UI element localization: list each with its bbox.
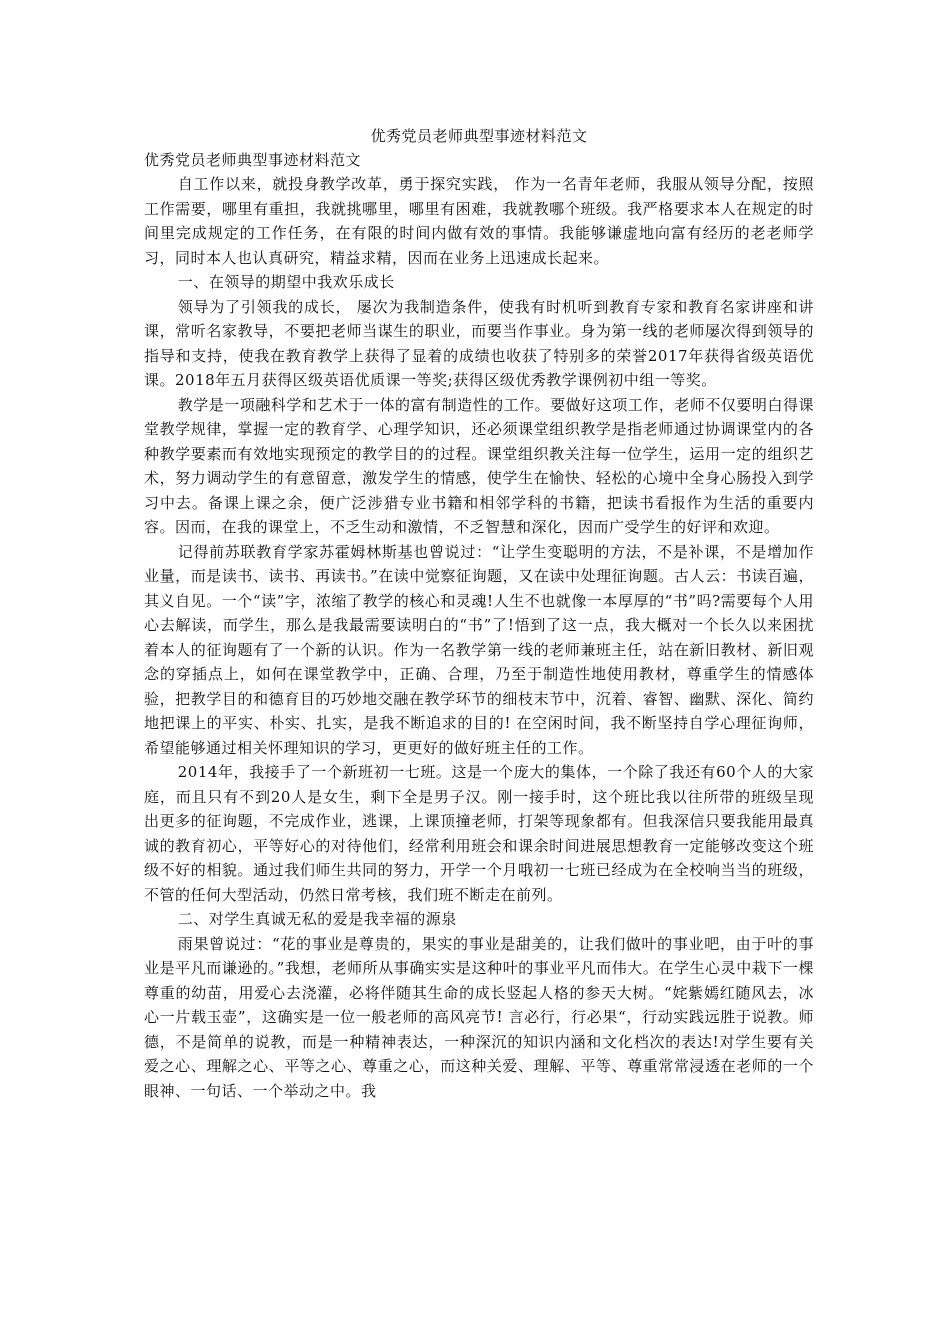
paragraph: 领导为了引领我的成长， 屡次为我制造条件，使我有时机听到教育专家和教育名家讲座和讲课，常听名家教导，不要把老师当谋生的职业，而要当作事业。身为第一线的老师屡次得到领导的指导和支持，使我在教育教学上获得了显着的成绩也收获了特别多的荣誉2017年获得省级英语优课。2018年五月获得区级英语优质课一等奖;获得区级优秀教学课例初中组一等奖。 <box>144 297 814 389</box>
document-subtitle: 优秀党员老师典型事迹材料范文 <box>144 151 362 169</box>
document-title: 优秀党员老师典型事迹材料范文 <box>370 127 588 145</box>
paragraph-intro: 自工作以来，就投身教学改革，勇于探究实践， 作为一名青年老师，我服从领导分配，按照工作需要，哪里有重担，我就挑哪里，哪里有困难，我就教哪个班级。我严格要求本人在规定的时间里完成规定的工作任务，在有限的时间内做有效的事情。我能够谦虚地向富有经历的老老师学习，同时本人也认真研究，精益求精，因而在业务上迅速成长起来。 <box>144 175 814 267</box>
paragraph: 雨果曾说过：“花的事业是尊贵的，果实的事业是甜美的，让我们做叶的事业吧，由于叶的事业是平凡而谦逊的。”我想，老师所从事确实实是这种叶的事业平凡而伟大。在学生心灵中栽下一棵尊重的幼苗，用爱心去浇灌，必将伴随其生命的成长竖起人格的参天大树。“姹紫嫣红随风去，冰心一片载玉壶”，这确实是一位一般老师的高风亮节! 言必行，行必果“，行动实践远胜于说教。师德，不是简单的说教，而是一种精神表达，一种深沉的知识内涵和文化档次的表达!对学生要有关爱之心、理解之心、平等之心、尊重之心，而这种关爱、理解、平等、尊重常常浸透在老师的一个眼神、一句话、一个举动之中。我 <box>144 934 814 1100</box>
paragraph: 记得前苏联教育学家苏霍姆林斯基也曾说过：“让学生变聪明的方法，不是补课，不是增加作业量，而是读书、读书、再读书。”在读中觉察征询题，又在读中处理征询题。古人云：书读百遍，其义自见。一个“读”字，浓缩了教学的核心和灵魂!人生不也就像一本厚厚的“书”吗?需要每个人用心去解读，而学生，那么是我最需要读明白的“书”了!悟到了这一点，我大概对一个长久以来困扰着本人的征询题有了一个新的认识。作为一名教学第一线的老师兼班主任，站在新旧教材、新旧观念的穿插点上，如何在课堂教学中，正确、合理，乃至于制造性地使用教材，尊重学生的情感体验，把教学目的和德育目的巧妙地交融在教学环节的细枝末节中，沉着、睿智、幽默、深化、简约地把课上的平实、朴实、扎实，是我不断追求的目的! 在空闲时间，我不断坚持自学心理征询师，希望能够通过相关怀理知识的学习，更更好的做好班主任的工作。 <box>144 542 814 757</box>
document-page <box>144 124 814 1103</box>
section-heading-2: 二、对学生真诚无私的爱是我幸福的源泉 <box>177 910 457 928</box>
paragraph: 教学是一项融科学和艺术于一体的富有制造性的工作。要做好这项工作，老师不仅要明白得课堂教学规律，掌握一定的教育学、心理学知识，还必须课堂组织教学是指老师通过协调课堂内的各种教学要素而有效地实现预定的教学目的的过程。课堂组织教关注每一位学生，运用一定的组织艺术，努力调动学生的有意留意，激发学生的情感，使学生在愉快、轻松的心境中全身心肠投入到学习中去。备课上课之余，便广泛涉猎专业书籍和相邻学科的书籍，把读书看报作为生活的重要内容。因而，在我的课堂上，不乏生动和激情，不乏智慧和深化，因而广受学生的好评和欢迎。 <box>144 395 814 536</box>
document-body <box>144 172 814 1103</box>
paragraph: 2014年，我接手了一个新班初一七班。这是一个庞大的集体，一个除了我还有60个人的大家庭，而且只有不到20人是女生，剩下全是男子汉。刚一接手时，这个班比我以往所带的班级呈现出更多的征询题，不完成作业，逃课，上课顶撞老师，打架等现象都有。但我深信只要我能用最真诚的教育初心，平等好心的对待他们，经常利用班会和课余时间进展思想教育一定能够改变这个班级不好的相貌。通过我们师生共同的努力，开学一个月哦初一七班已经成为在全校响当当的班级，不管的任何大型活动，仍然日常考核，我们班不断走在前列。 <box>144 763 814 904</box>
section-heading-1: 一、在领导的期望中我欢乐成长 <box>177 273 395 291</box>
